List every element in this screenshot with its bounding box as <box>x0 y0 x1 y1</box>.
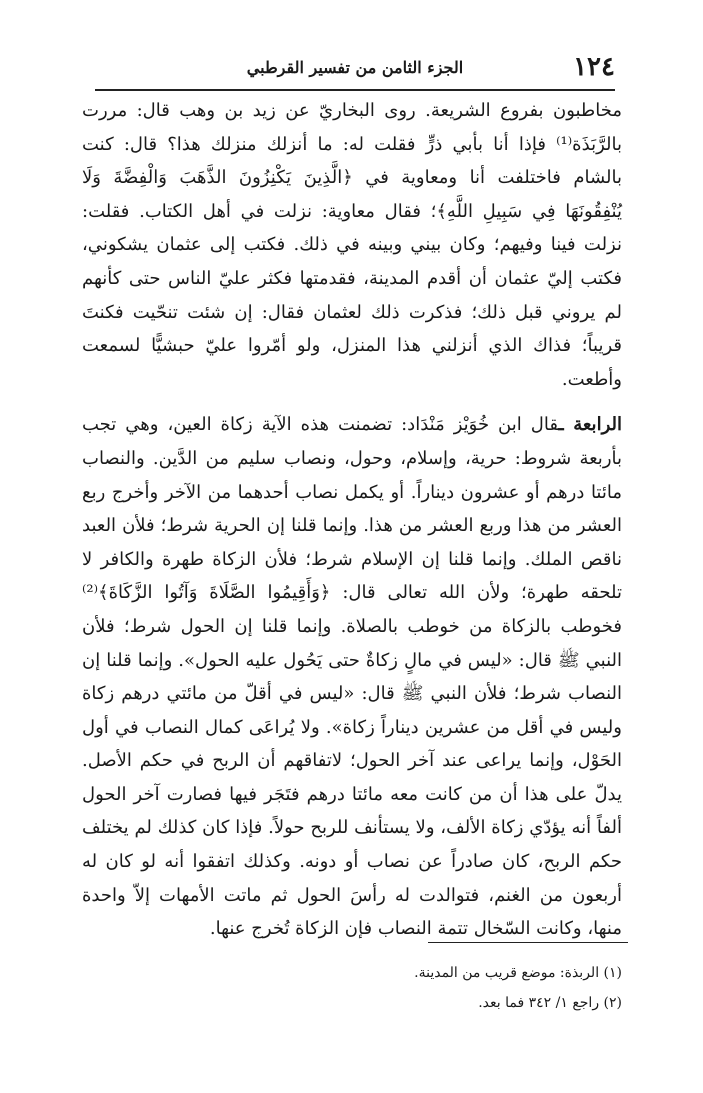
page-header <box>95 52 615 88</box>
footnote-rule <box>428 942 628 943</box>
paragraph-1: مخاطبون بفروع الشريعة. روى البخاريّ عن زيد بن وهب قال: مررت بالرَّبَذَة⁽¹⁾ فإذا أنا بأبي ذرٍّ فقلت له: ما أنزلك منزلك هذا؟ قال: كنت بالشام فاختلفت أنا ومعاوية في ﴿الَّذِينَ يَكْنِزُونَ الذَّهَبَ وَالْفِضَّةَ وَلَا يُنْفِقُونَهَا فِي سَبِيلِ اللَّهِ﴾؛ فقال معاوية: نزلت في أهل الكتاب. فقلت: نزلت فينا وفيهم؛ وكان بيني وبينه في ذلك. فكتب إلى عثمان يشكوني، فكتب إليّ عثمان أن أقدم المدينة، فقدمتها فكثر عليّ الناس حتى كأنهم لم يروني قبل ذلك؛ فذكرت ذلك لعثمان فقال: إن شئت تنحّيت فكنتَ قريباً؛ فذاك الذي أنزلني هذا المنزل، ولو أمّروا عليّ حبشيًّا لسمعت وأطعت. <box>82 100 622 390</box>
footnotes <box>82 958 622 1018</box>
header-rule <box>95 89 615 91</box>
footnote-1: (١) الربذة: موضع قريب من المدينة. <box>414 965 622 981</box>
section-heading: الرابعة ـ <box>558 414 622 436</box>
footnote-2: (٢) راجع ١/ ٣٤٢ فما بعد. <box>478 995 622 1011</box>
page-number: ١٢٤ <box>573 52 615 82</box>
paragraph-2-text: قال ابن خُوَيْز مَنْدَاد: تضمنت هذه الآية زكاة العين، وهي تجب بأربعة شروط: حرية، وإسلام، وحول، ونصاب سليم من الدَّين. والنصاب مائتا درهم أو عشرون ديناراً. أو يكمل نصاب أحدهما من الآخر وأخرج ربع العشر من هذا وربع العشر من هذا. وإنما قلنا إن الحرية شرط؛ فلأن العبد ناقص الملك. وإنما قلنا إن الإسلام شرط؛ فلأن الزكاة طهرة والكافر لا تلحقه طهرة؛ ولأن الله تعالى قال: ﴿وَأَقِيمُوا الصَّلَاةَ وَآتُوا الزَّكَاةَ﴾⁽²⁾ فخوطب بالزكاة من خوطب بالصلاة. وإنما قلنا إن الحول شرط؛ فلأن النبي ﷺ قال: «ليس في مالٍ زكاةٌ حتى يَحُول عليه الحول». وإنما قلنا إن النصاب شرط؛ فلأن النبي ﷺ قال: «ليس في أقلّ من مائتي درهم زكاة وليس في أقل من عشرين ديناراً زكاة». ولا يُراعَى كمال النصاب في أول الحَوْل، وإنما يراعى عند آخر الحول؛ لاتفاقهم أن الربح في حكم الأصل. يدلّ على هذا أن من كانت معه مائتا درهم فتَجَر فيها فصارت آخر الحول ألفاً أنه يؤدّي زكاة الألف، ولا يستأنف للربح حولاً. فإذا كان كذلك لم يختلف حكم الربح، كان صادراً عن نصاب أو دونه. وكذلك اتفقوا أنه لو كان له أربعون من الغنم، فتوالدت له رأسَ الحول ثم ماتت الأمهات إلاّ واحدة منها، وكانت السّخال تتمة النصاب فإن الزكاة تُخرج عنها. <box>82 414 623 940</box>
paragraph-2 <box>82 408 622 946</box>
running-title: الجزء الثامن من تفسير القرطبي <box>246 58 464 77</box>
body-text <box>82 94 622 946</box>
